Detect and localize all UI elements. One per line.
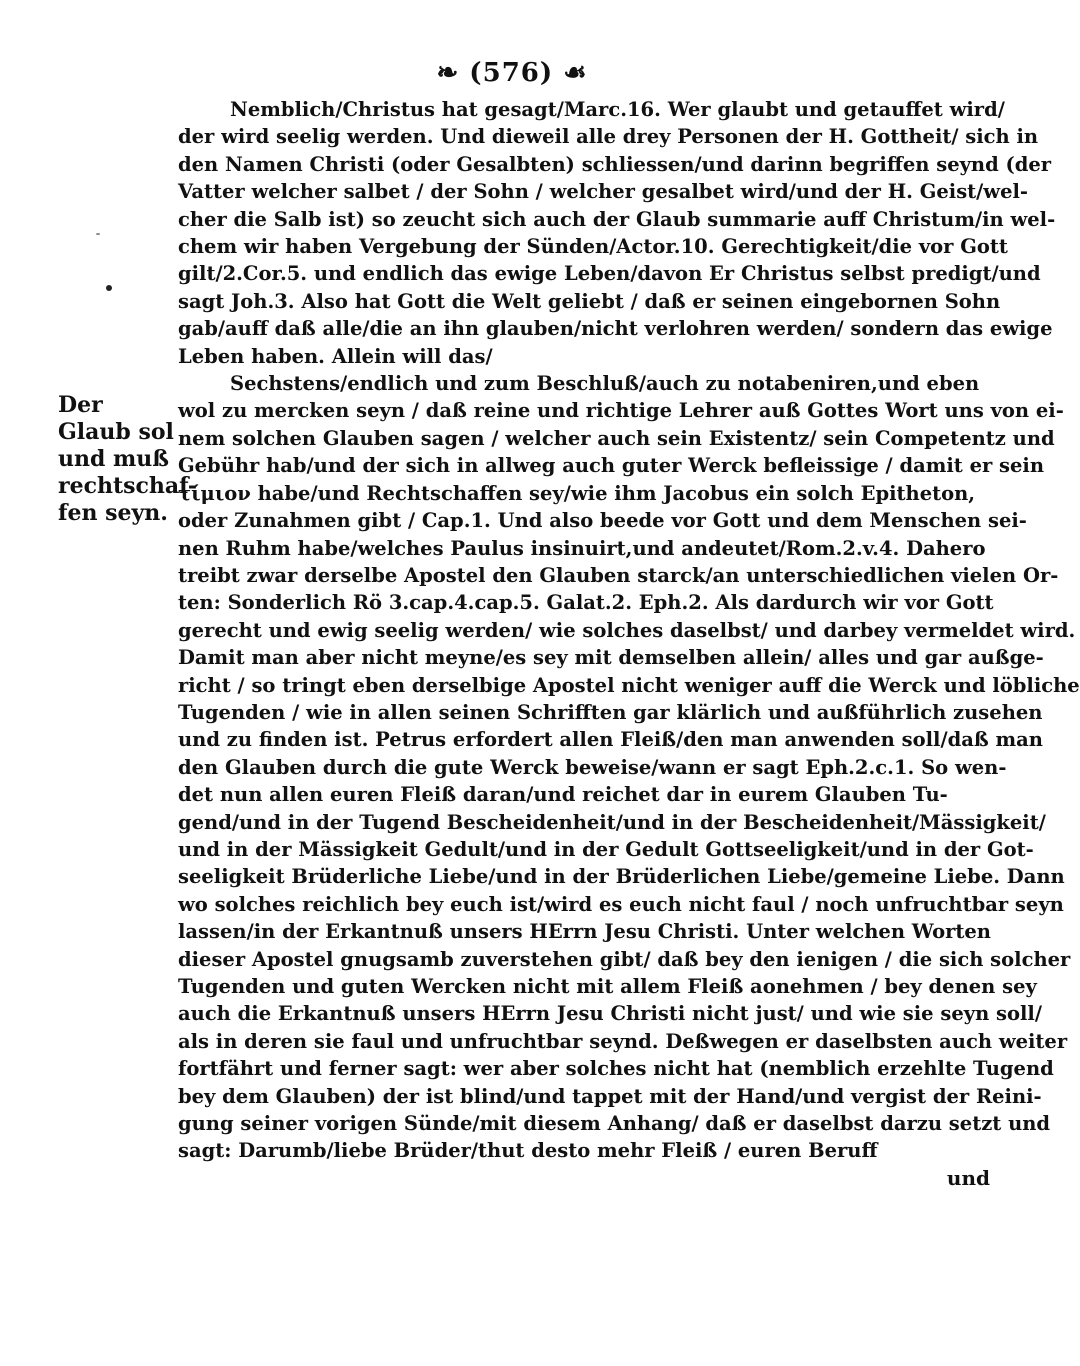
text-line: und in der Mässigkeit Gedult/und in der Gedult Gottseeligkeit/und in der Got- <box>178 837 1034 861</box>
text-line: den Namen Christi (oder Gesalbten) schliessen/und darinn begriffen seynd (der <box>178 152 1052 176</box>
text-line: Tugenden / wie in allen seinen Schrifften gar klärlich und außführlich zusehen <box>178 700 1043 724</box>
text-line: ten: Sonderlich Rö 3.cap.4.cap.5. Galat.2. Eph.2. Als dardurch wir vor Gott <box>178 591 994 615</box>
text-line: wol zu mercken seyn / daß reine und richtige Lehrer auß Gottes Wort uns von ei- <box>178 399 1064 423</box>
margin-note-line: Glaub sol <box>58 419 174 445</box>
text-line: lassen/in der Erkantnuß unsers HErrn Jesu Christi. Unter welchen Worten <box>178 920 991 944</box>
text-line: Sechstens/endlich und zum Beschluß/auch zu notabeniren,und eben <box>230 372 980 396</box>
text-line: bey dem Glauben) der ist blind/und tappet mit der Hand/und vergist der Reini- <box>178 1084 1042 1108</box>
text-line: Gebühr hab/und der sich in allweg auch guter Werck befleissige / damit er sein <box>178 454 1045 478</box>
text-line: nem solchen Glauben sagen / welcher auch sein Existentz/ sein Competentz und <box>178 426 1055 450</box>
text-line: gab/auff daß alle/die an ihn glauben/nicht verlohren werden/ sondern das ewige <box>178 317 1053 341</box>
text-line: seeligkeit Brüderliche Liebe/und in der Brüderlichen Liebe/gemeine Liebe. Dann <box>178 865 1065 889</box>
text-line: gilt/2.Cor.5. und endlich das ewige Leben/davon Er Christus selbst predigt/und <box>178 262 1041 286</box>
right-ornament-icon: ☙ <box>563 58 588 88</box>
margin-note-line: Der <box>58 392 103 418</box>
text-line: dieser Apostel gnugsamb zuverstehen gibt/ daß bey den ienigen / die sich solcher <box>178 947 1071 971</box>
page-header <box>0 58 1024 88</box>
text-line: oder Zunahmen gibt / Cap.1. Und also beede vor Gott und dem Menschen sei- <box>178 509 1027 533</box>
text-line: chem wir haben Vergebung der Sünden/Actor.10. Gerechtigkeit/die vor Gott <box>178 235 1008 259</box>
catchword: und <box>946 1165 990 1190</box>
text-line: fortfährt und ferner sagt: wer aber solches nicht hat (nemblich erzehlte Tugend <box>178 1057 1054 1081</box>
text-line: Leben haben. Allein will das/ <box>178 344 493 368</box>
text-line: treibt zwar derselbe Apostel den Glauben starck/an unterschiedlichen vielen Or- <box>178 563 1059 587</box>
text-line: cher die Salb ist) so zeucht sich auch der Glaub summarie auff Christum/in wel- <box>178 207 1056 231</box>
margin-note-line: und muß <box>58 446 170 472</box>
text-line: sagt Joh.3. Also hat Gott die Welt geliebt / daß er seinen eingebornen Sohn <box>178 289 1001 313</box>
ink-speck <box>96 233 100 235</box>
text-line: Damit man aber nicht meyne/es sey mit demselben allein/ alles und gar außge- <box>178 646 1044 670</box>
margin-note <box>58 392 197 527</box>
text-line: sagt: Darumb/liebe Brüder/thut desto mehr Fleiß / euren Beruff <box>178 1139 878 1163</box>
text-line: den Glauben durch die gute Werck beweise/wann er sagt Eph.2.c.1. So wen- <box>178 755 1007 779</box>
text-line: gerecht und ewig seelig werden/ wie solches daselbst/ und darbey vermeldet wird. <box>178 618 1076 642</box>
text-line: Vatter welcher salbet / der Sohn / welcher gesalbet wird/und der H. Geist/wel- <box>178 180 1028 204</box>
text-line: Tugenden und guten Wercken nicht mit allem Fleiß aonehmen / bey denen sey <box>178 975 1037 998</box>
left-ornament-icon: ❧ <box>436 58 460 88</box>
page-number: (576) <box>469 58 554 88</box>
text-line: gend/und in der Tugend Bescheidenheit/und in der Bescheidenheit/Mässigkeit/ <box>178 810 1046 834</box>
text-line: Nemblich/Christus hat gesagt/Marc.16. Wer glaubt und getauffet wird/ <box>230 98 1005 121</box>
text-line: auch die Erkantnuß unsers HErrn Jesu Christi nicht just/ und wie sie seyn soll/ <box>178 1002 1042 1026</box>
margin-note-line: fen seyn. <box>58 500 168 526</box>
ink-speck <box>106 285 112 291</box>
text-line: det nun allen euren Fleiß daran/und reichet dar in eurem Glauben Tu- <box>178 783 948 807</box>
body-text <box>178 96 1080 1192</box>
text-line: und zu finden ist. Petrus erfordert allen Fleiß/den man anwenden soll/daß man <box>178 728 1043 752</box>
text-line: gung seiner vorigen Sünde/mit diesem Anhang/ daß er daselbst darzu setzt und <box>178 1112 1051 1136</box>
margin-note-line: rechtschaf- <box>58 473 197 499</box>
text-line: τίμιον habe/und Rechtschaffen sey/wie ihm Jacobus ein solch Epitheton, <box>178 481 976 505</box>
text-line: als in deren sie faul und unfruchtbar seynd. Deßwegen er daselbsten auch weiter <box>178 1029 1068 1053</box>
text-line: wo solches reichlich bey euch ist/wird es euch nicht faul / noch unfruchtbar seyn <box>178 892 1064 916</box>
text-line: der wird seelig werden. Und dieweil alle drey Personen der H. Gottheit/ sich in <box>178 125 1039 149</box>
text-line: nen Ruhm habe/welches Paulus insinuirt,und andeutet/Rom.2.v.4. Dahero <box>178 536 986 560</box>
text-line: richt / so tringt eben derselbige Apostel nicht weniger auff die Werck und löbliche <box>178 673 1080 697</box>
